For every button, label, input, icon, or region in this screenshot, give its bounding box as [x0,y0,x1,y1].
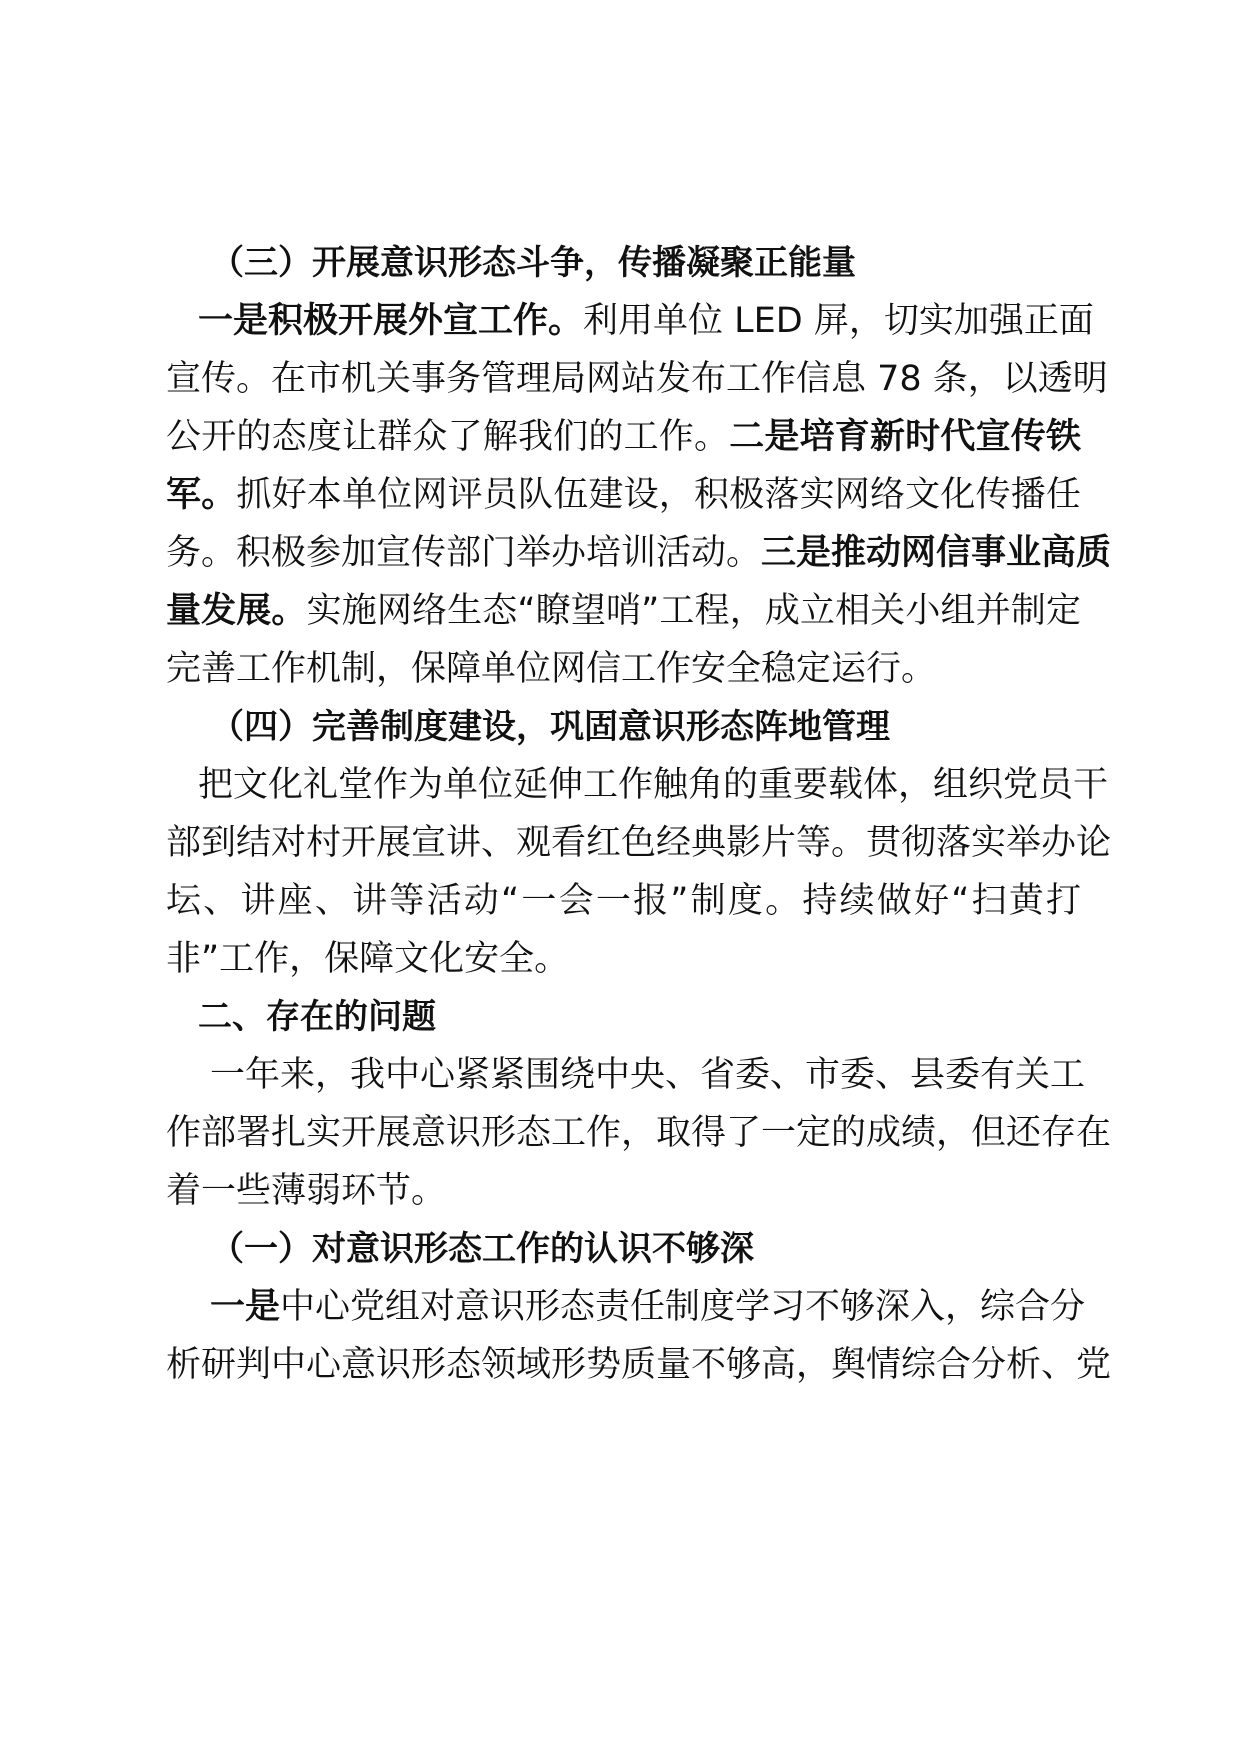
paragraph-line: 部到结对村开展宣讲、观看红色经典影片等。贯彻落实举办论 [166,823,1112,863]
section-heading-3: （三）开展意识形态斗争，传播凝聚正能量 [210,243,856,283]
paragraph-line: 作部署扎实开展意识形态工作，取得了一定的成绩，但还存在 [166,1113,1112,1153]
part-heading-2: 二、存在的问题 [198,997,436,1037]
text-run: 中心党组对意识形态责任制度学习不够深入，综合分 [280,1287,1086,1327]
text-run: 公开的态度让群众了解我们的工作。 [166,417,730,457]
bold-lead-2: 二是培育新时代宣传铁 [729,417,1081,457]
paragraph-line: 坛、讲座、讲等活动“一会一报”制度。持续做好“扫黄打 [166,881,1081,921]
paragraph-line: 着一些薄弱环节。 [166,1171,447,1211]
paragraph-line: 把文化礼堂作为单位延伸工作触角的重要载体，组织党员干 [198,765,1109,805]
paragraph-line [166,528,1112,578]
text-run: 实施网络生态“瞭望哨”工程，成立相关小组并制定 [306,591,1081,631]
paragraph-line [166,586,1081,636]
section-heading-4: （四）完善制度建设，巩固意识形态阵地管理 [210,707,890,747]
bold-lead-3: 三是推动网信事业高质 [761,533,1112,573]
paragraph-line: 宣传。在市机关事务管理局网站发布工作信息 78 条，以透明 [166,359,1108,399]
section-heading-1: （一）对意识形态工作的认识不够深 [210,1229,754,1269]
bold-lead-2-cont: 军。 [166,475,237,515]
text-run: 利用单位 LED 屏，切实加强正面 [583,301,1094,341]
bold-lead-3-cont: 量发展。 [166,591,307,631]
text-run: 抓好本单位网评员队伍建设，积极落实网络文化传播任 [236,475,1081,515]
paragraph-line: 完善工作机制，保障单位网信工作安全稳定运行。 [166,649,937,689]
paragraph-line [198,296,1094,346]
paragraph-line [166,470,1081,520]
text-run: 务。积极参加宣传部门举办培训活动。 [166,533,762,573]
paragraph-line: 一年来，我中心紧紧围绕中央、省委、市委、县委有关工 [210,1055,1086,1095]
paragraph-line: 析研判中心意识形态领域形势质量不够高，舆情综合分析、党 [166,1345,1112,1385]
paragraph-line: 非”工作，保障文化安全。 [166,939,570,979]
paragraph-line [210,1282,1086,1332]
paragraph-line [166,412,1081,462]
bold-lead-1: 一是积极开展外宣工作。 [198,301,584,341]
bold-lead-problem-1: 一是 [210,1287,281,1327]
